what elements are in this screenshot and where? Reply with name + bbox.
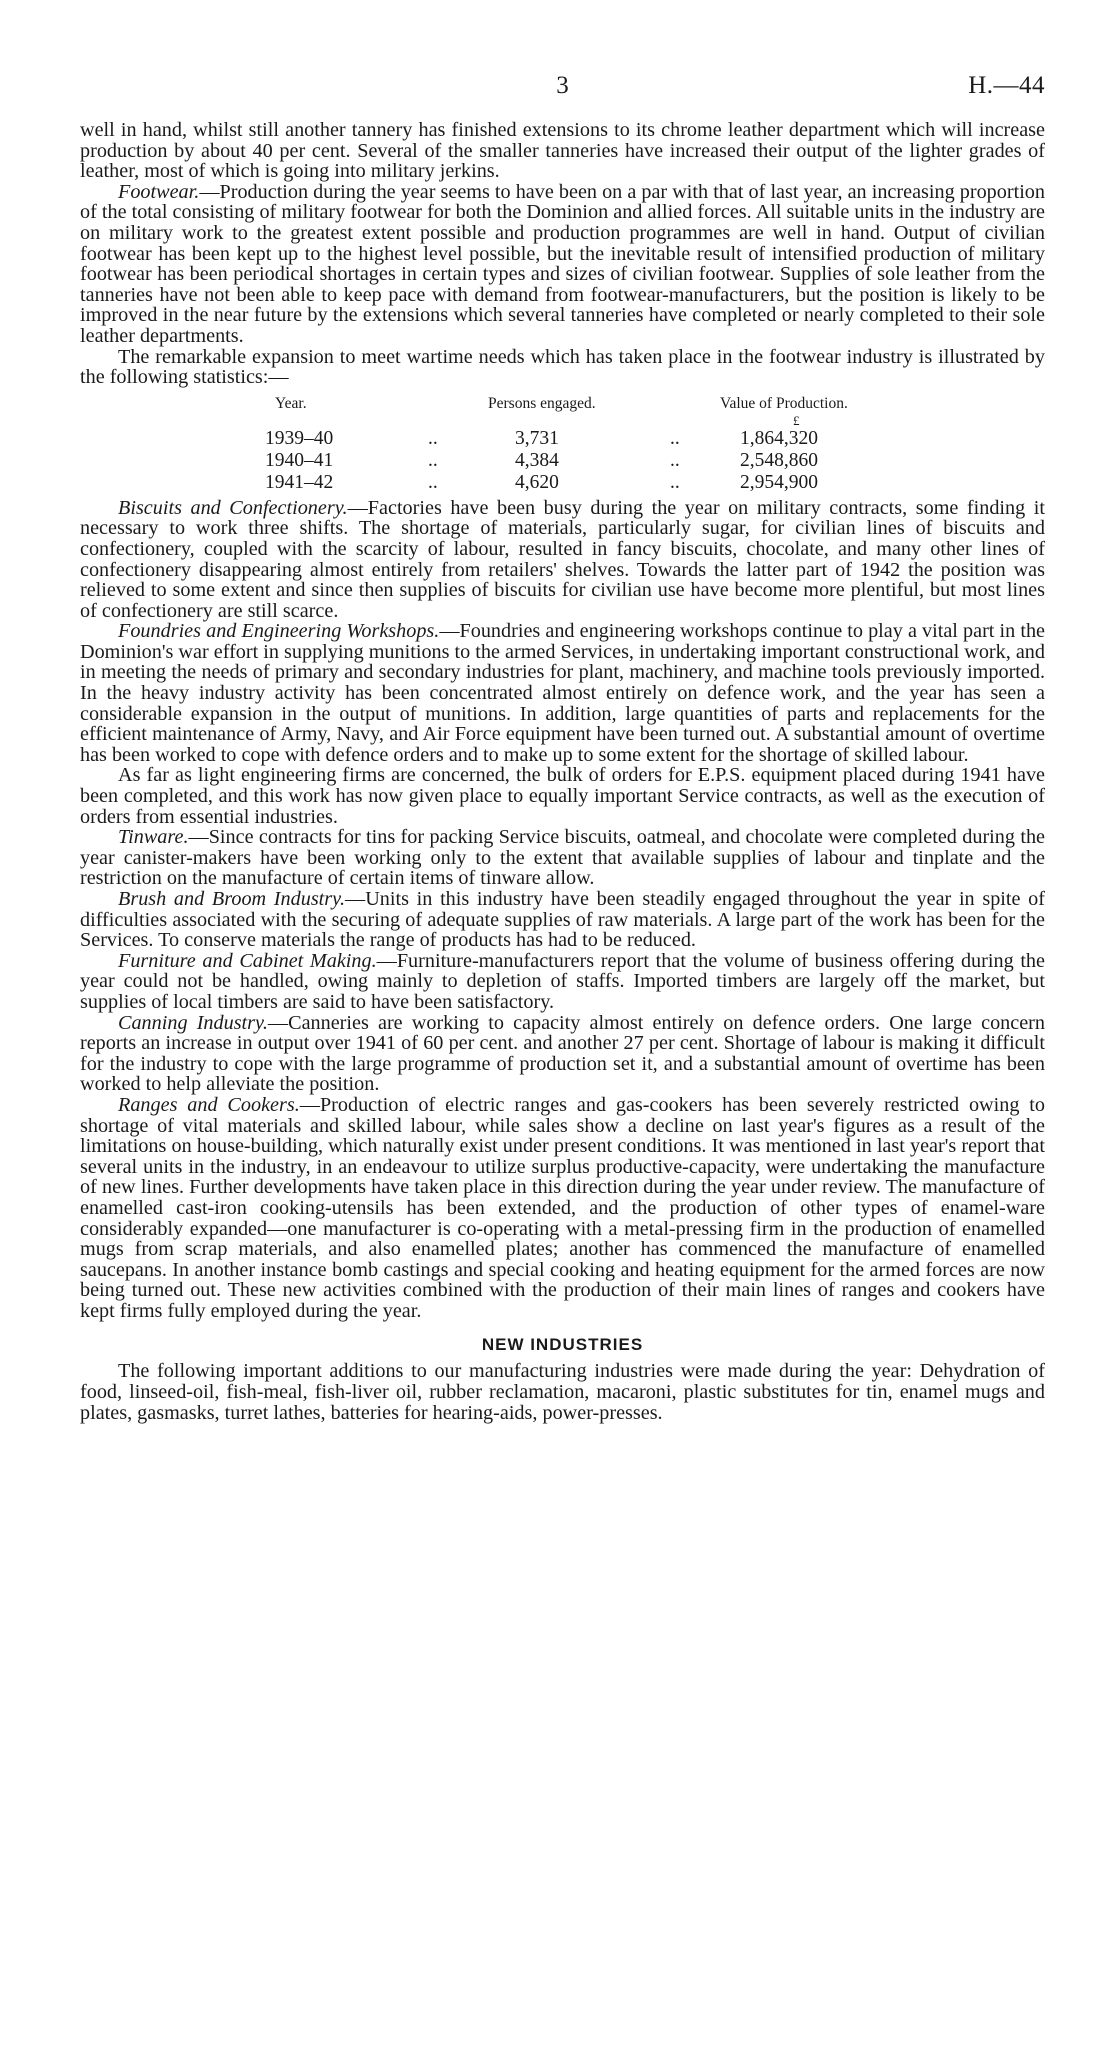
- leader-dots: ..: [428, 427, 438, 449]
- cell-year: 1939–40: [265, 427, 334, 449]
- page-body: [80, 120, 1045, 1423]
- table-row: [80, 428, 1045, 450]
- page-number: 3: [556, 72, 569, 99]
- paragraph-footwear: Footwear.—Production during the year seems to have been on a par with that of last year, an increasing proportion of the total consisting of military footwear for both the Dominion and allied forces. All suitable units in the industry are on military work to the greatest extent possible and production programmes are well in hand. Output of civilian footwear has been kept up to the highest level possible, but the inevitable result of intensified production of military footwear has been periodical shortages in certain types and sizes of civilian footwear. Supplies of sole leather from the tanneries have not been able to keep pace with demand from footwear-manufacturers, but the position is likely to be improved in the near future by the extensions which several tanneries have completed or nearly completed to their sole leather departments.: [80, 180, 1045, 347]
- paragraph-ranges-cookers: Ranges and Cookers.—Production of electric ranges and gas-cookers has been severely restricted owing to shortage of vital materials and skilled labour, while sales show a decline on last year's figures as a result of the limitations on house-building, which naturally exist under present conditions. It was mentioned in last year's report that several units in the industry, in an endeavour to utilize surplus productive-capacity, were undertaking the manufacture of new lines. Further developments have taken place in this direction during the year under review. The manufacture of enamelled cast-iron cooking-utensils has been extended, and the production of other types of enamel-ware considerably expanded—one manufacturer is co-operating with a metal-pressing firm in the production of enamelled mugs from scrap materials, and also enamelled plates; another has commenced the manufacture of enamelled saucepans. In another instance bomb castings and special cooking and heating equipment for the armed forces are now being turned out. These new activities combined with the production of their main lines of ranges and cookers have kept firms fully employed during the year.: [80, 1093, 1045, 1322]
- paragraph-title: Footwear.: [118, 180, 200, 203]
- table-row: [80, 450, 1045, 472]
- column-header-value: Value of Production.: [720, 394, 848, 412]
- leader-dots: ..: [670, 427, 680, 449]
- paragraph-expansion: The remarkable expansion to meet wartime needs which has taken place in the footwear industry is illustrated by the following statistics:—: [80, 345, 1045, 389]
- paragraph-furniture: Furniture and Cabinet Making.—Furniture-manufacturers report that the volume of business offering during the year could not be handled, owing mainly to depletion of staffs. Imported timbers are largely off the market, but supplies of local timbers are said to have been satisfactory.: [80, 949, 1045, 1013]
- paragraph-title: Foundries and Engineering Workshops.: [118, 620, 440, 643]
- leader-dots: ..: [670, 449, 680, 471]
- report-reference: H.—44: [968, 72, 1045, 99]
- paragraph-tinware: Tinware.—Since contracts for tins for packing Service biscuits, oatmeal, and chocolate were completed during the year canister-makers have been working only to the extent that available supplies of labour and tinplate and the restriction on the manufacture of certain items of tinware allow.: [80, 826, 1045, 890]
- leader-dots: ..: [428, 471, 438, 493]
- cell-persons: 4,384: [515, 449, 559, 471]
- paragraph-title: Ranges and Cookers.: [118, 1093, 300, 1116]
- cell-value: 2,548,860: [740, 449, 818, 471]
- paragraph-title: Canning Industry.: [118, 1011, 268, 1034]
- cell-value: 1,864,320: [740, 427, 818, 449]
- paragraph-title: Tinware.: [118, 826, 189, 849]
- page-header: [80, 72, 1045, 104]
- cell-persons: 4,620: [515, 471, 559, 493]
- currency-row: [80, 414, 1045, 428]
- paragraph-leather: well in hand, whilst still another tannery has finished extensions to its chrome leather department which will increase production by about 40 per cent. Several of the smaller tanneries have increased their output of the lighter grades of leather, most of which is going into military jerkins.: [80, 119, 1045, 183]
- paragraph-title: Brush and Broom Industry.: [118, 888, 346, 910]
- paragraph-canning: Canning Industry.—Canneries are working to capacity almost entirely on defence orders. One large concern reports an increase in output over 1941 of 60 per cent. and another 27 per cent. Shortage of labour is making it difficult for the industry to cope with the large programme of production set it, and a substantial amount of overtime has been worked to help alleviate the position.: [80, 1011, 1045, 1096]
- paragraph-brush-broom: Brush and Broom Industry.—Units in this industry have been steadily engaged throughout the year in spite of difficulties associated with the securing of adequate supplies of raw materials. A large part of the work has been for the Services. To conserve materials the range of products has had to be reduced.: [80, 888, 1045, 952]
- paragraph-foundries: Foundries and Engineering Workshops.—Foundries and engineering workshops continue to play a vital part in the Dominion's war effort in supplying munitions to the armed Services, in undertaking important constructional work, and in meeting the needs of primary and secondary industries for plant, machinery, and machine tools previously imported. In the heavy industry activity has been concentrated almost entirely on defence work, and the year has seen a considerable expansion in the output of munitions. In addition, large quantities of parts and replacements for the efficient maintenance of Army, Navy, and Air Force equipment have been turned out. A substantial amount of overtime has been worked to cope with defence orders and to make up to some extent for the shortage of skilled labour.: [80, 620, 1045, 766]
- table-row: [80, 472, 1045, 494]
- cell-value: 2,954,900: [740, 471, 818, 493]
- paragraph-new-industries: The following important additions to our manufacturing industries were made during the year: Dehydration of food, linseed-oil, fish-meal, fish-liver oil, rubber reclamation, macaroni, plastic substitutes for tin, enamel mugs and plates, gasmasks, turret lathes, batteries for hearing-aids, power-presses.: [80, 1360, 1045, 1424]
- section-heading-new-industries: NEW INDUSTRIES: [481, 1335, 644, 1355]
- leader-dots: ..: [670, 471, 680, 493]
- footwear-statistics-table: [80, 394, 1045, 494]
- currency-symbol: £: [793, 412, 800, 428]
- cell-persons: 3,731: [515, 427, 559, 449]
- leader-dots: ..: [428, 449, 438, 471]
- cell-year: 1940–41: [265, 449, 334, 471]
- table-header-row: [80, 394, 1045, 414]
- paragraph-biscuits: Biscuits and Confectionery.—Factories have been busy during the year on military contracts, some finding it necessary to work three shifts. The shortage of materials, particularly sugar, for civilian lines of biscuits and confectionery, coupled with the scarcity of labour, resulted in fancy biscuits, chocolate, and many other lines of confectionery disappearing almost entirely from retailers' shelves. Towards the latter part of 1942 the position was relieved to some extent and since then supplies of biscuits for civilian use have become more plentiful, but most lines of confectionery are still scarce.: [80, 496, 1045, 622]
- cell-year: 1941–42: [265, 471, 334, 493]
- column-header-year: Year.: [275, 394, 307, 412]
- column-header-persons: Persons engaged.: [488, 394, 596, 412]
- paragraph-light-engineering: As far as light engineering firms are concerned, the bulk of orders for E.P.S. equipment placed during 1941 have been completed, and this work has now given place to equally important Service contracts, as well as the execution of orders from essential industries.: [80, 764, 1045, 828]
- paragraph-title: Furniture and Cabinet Making.: [118, 949, 377, 972]
- paragraph-title: Biscuits and Confectionery.: [118, 496, 348, 519]
